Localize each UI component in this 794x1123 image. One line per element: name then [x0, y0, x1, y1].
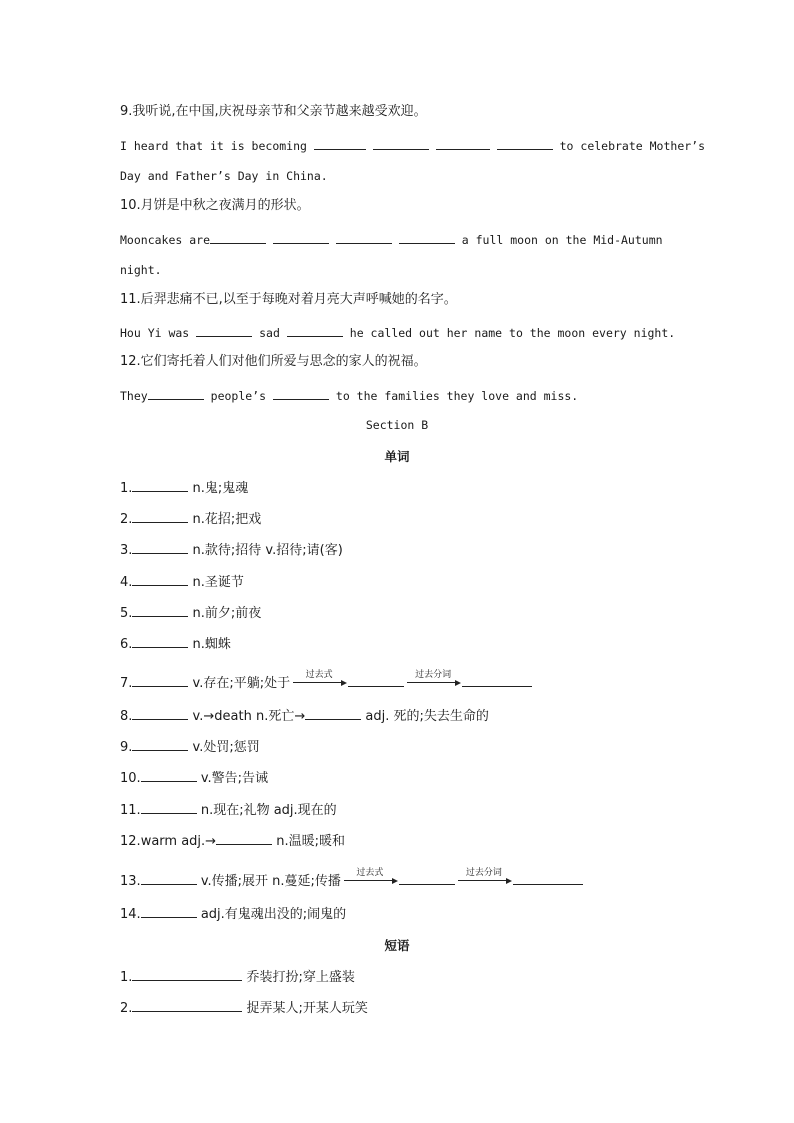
word-item-5 — [120, 604, 261, 622]
q12-text-mid: people’s — [210, 389, 267, 403]
word-num: 1. — [120, 481, 133, 496]
word-item-3 — [120, 541, 343, 559]
arrow-right-icon — [405, 670, 461, 687]
arrow-right-icon: → — [205, 834, 217, 849]
past-participle-blank[interactable] — [513, 872, 583, 885]
q9-blank-1[interactable] — [314, 137, 366, 150]
word-blank[interactable] — [132, 635, 188, 648]
word-blank[interactable] — [132, 604, 188, 617]
q12-blank-2[interactable] — [273, 387, 329, 400]
q12-blank-1[interactable] — [148, 387, 204, 400]
word-num: 10. — [120, 771, 141, 786]
phrase-item-1 — [120, 968, 355, 986]
q12-english — [120, 387, 578, 404]
q11-english — [120, 324, 675, 341]
phrase-item-2 — [120, 999, 368, 1017]
word-meaning: n.前夕;前夜 — [192, 606, 262, 621]
word-item-10 — [120, 769, 268, 787]
q10-text-pre: Mooncakes are — [120, 233, 211, 247]
word-item-14 — [120, 905, 346, 923]
q9-blank-3[interactable] — [436, 137, 490, 150]
q11-blank-1[interactable] — [196, 324, 252, 337]
word-item-6 — [120, 635, 231, 653]
phrase-blank[interactable] — [132, 999, 242, 1012]
word-blank[interactable] — [132, 707, 188, 720]
word-item-13 — [120, 868, 583, 890]
q10-blank-1[interactable] — [210, 231, 266, 244]
word-num: 5. — [120, 606, 133, 621]
word-blank[interactable] — [132, 738, 188, 751]
q11-text-mid: sad — [259, 326, 280, 340]
word-item-2 — [120, 510, 261, 528]
word-blank[interactable] — [132, 510, 188, 523]
word-blank[interactable] — [141, 905, 197, 918]
word-blank[interactable] — [141, 769, 197, 782]
words-heading: 单词 — [384, 449, 410, 464]
word-item-12 — [120, 832, 345, 850]
adjective-blank[interactable] — [305, 707, 361, 720]
phrase-num: 1. — [120, 970, 133, 985]
q11-text-post: he called out her name to the moon every night. — [349, 326, 676, 340]
q9-text-pre: I heard that it is becoming — [120, 139, 307, 153]
arrow-right-icon: → — [294, 709, 306, 724]
phrase-num: 2. — [120, 1001, 133, 1016]
q10-blank-4[interactable] — [399, 231, 455, 244]
q10-chinese: 10.月饼是中秋之夜满月的形状。 — [120, 198, 310, 213]
word-num: 11. — [120, 803, 141, 818]
past-tense-label: 过去式 — [305, 670, 333, 680]
word-num: 8. — [120, 709, 133, 724]
q11-chinese: 11.后羿悲痛不已,以至于每晚对着月亮大声呼喊她的名字。 — [120, 292, 457, 307]
past-tense-blank[interactable] — [399, 872, 455, 885]
past-participle-label: 过去分词 — [415, 670, 452, 680]
word-meaning: v.处罚;惩罚 — [192, 740, 260, 755]
word-num: 14. — [120, 907, 141, 922]
phrase-meaning: 乔装打扮;穿上盛装 — [246, 970, 355, 985]
q12-text-post: to the families they love and miss. — [335, 389, 579, 403]
word-meaning: n.现在;礼物 adj.现在的 — [200, 803, 337, 818]
q9-blank-2[interactable] — [373, 137, 429, 150]
arrow-right-icon — [456, 868, 512, 885]
q9-blank-4[interactable] — [497, 137, 553, 150]
phrase-blank[interactable] — [132, 968, 242, 981]
word-blank[interactable] — [141, 872, 197, 885]
arrow-right-icon — [291, 670, 347, 687]
related-noun: death n.死亡 — [214, 709, 295, 724]
q10-english-line2: night. — [120, 263, 162, 277]
q12-text-pre: They — [120, 389, 148, 403]
word-num: 6. — [120, 637, 133, 652]
word-meaning: v.传播;展开 n.蔓延;传播 — [200, 874, 341, 889]
word-meaning: n.鬼;鬼魂 — [192, 481, 249, 496]
past-participle-label: 过去分词 — [465, 868, 502, 878]
word-num: 2. — [120, 512, 133, 527]
past-participle-blank[interactable] — [462, 674, 532, 687]
q11-blank-2[interactable] — [287, 324, 343, 337]
base-word: warm adj. — [140, 834, 206, 849]
q9-english-line1 — [120, 137, 705, 154]
word-item-11 — [120, 801, 337, 819]
word-meaning: v.警告;告诫 — [200, 771, 269, 786]
q9-text-post: to celebrate Mother’s — [559, 139, 706, 153]
word-meaning: v.存在;平躺;处于 — [192, 676, 291, 691]
q10-english-line1 — [120, 231, 663, 248]
q9-english-line2: Day and Father’s Day in China. — [120, 169, 328, 183]
word-blank[interactable] — [132, 541, 188, 554]
word-meaning: n.温暖;暖和 — [276, 834, 345, 849]
word-meaning: n.圣诞节 — [192, 575, 244, 590]
word-meaning: n.款待;招待 v.招待;请(客) — [192, 543, 343, 558]
phrases-heading: 短语 — [384, 938, 410, 953]
word-item-1 — [120, 479, 248, 497]
q11-text-pre: Hou Yi was — [120, 326, 190, 340]
word-meaning: n.蜘蛛 — [192, 637, 231, 652]
q10-text-post: a full moon on the Mid-Autumn — [461, 233, 663, 247]
word-num: 12. — [120, 834, 141, 849]
word-meaning: v. — [192, 709, 204, 724]
word-num: 9. — [120, 740, 133, 755]
q12-chinese: 12.它们寄托着人们对他们所爱与思念的家人的祝福。 — [120, 354, 427, 369]
word-item-7 — [120, 670, 532, 692]
word-item-4 — [120, 573, 244, 591]
arrow-right-icon: → — [203, 709, 215, 724]
word-item-9 — [120, 738, 260, 756]
word-num: 13. — [120, 874, 141, 889]
section-title: Section B — [365, 418, 429, 432]
word-item-8 — [120, 707, 489, 725]
adjective-meaning: adj. 死的;失去生命的 — [365, 709, 489, 724]
word-blank[interactable] — [132, 573, 188, 586]
arrow-right-icon — [342, 868, 398, 885]
word-meaning: adj.有鬼魂出没的;闹鬼的 — [200, 907, 347, 922]
q10-blank-3[interactable] — [336, 231, 392, 244]
word-meaning: n.花招;把戏 — [192, 512, 262, 527]
phrase-meaning: 捉弄某人;开某人玩笑 — [246, 1001, 368, 1016]
word-blank[interactable] — [216, 832, 272, 845]
past-tense-label: 过去式 — [356, 868, 384, 878]
word-blank[interactable] — [132, 479, 188, 492]
q9-chinese: 9.我听说,在中国,庆祝母亲节和父亲节越来越受欢迎。 — [120, 104, 427, 119]
word-blank[interactable] — [132, 674, 188, 687]
word-num: 3. — [120, 543, 133, 558]
word-blank[interactable] — [141, 801, 197, 814]
word-num: 7. — [120, 676, 133, 691]
q10-blank-2[interactable] — [273, 231, 329, 244]
past-tense-blank[interactable] — [348, 674, 404, 687]
word-num: 4. — [120, 575, 133, 590]
